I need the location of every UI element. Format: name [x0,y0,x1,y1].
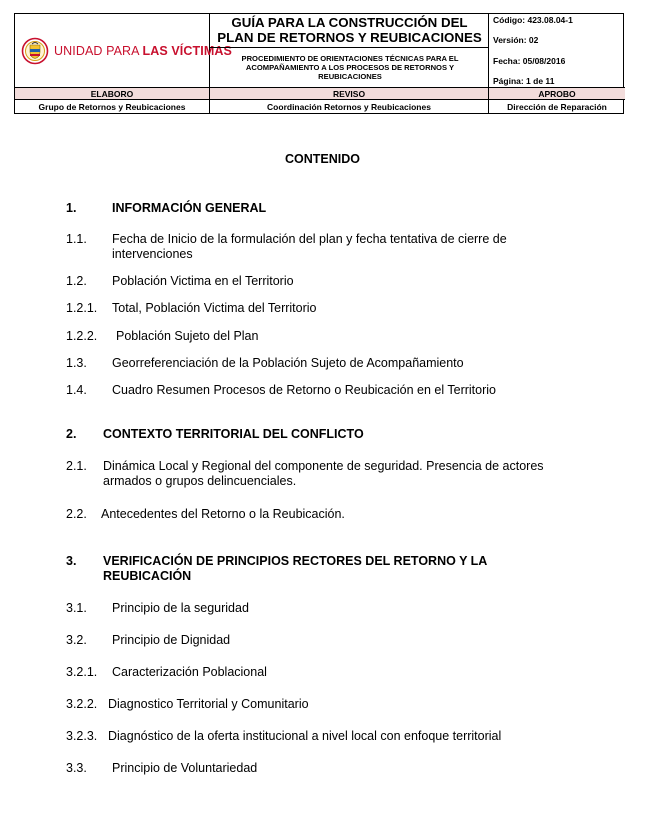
logo-cell [15,14,232,88]
document-title [210,14,489,45]
toc-num-3-2-1: 3.2.1. [66,665,98,679]
toc-text-2-1-line2: armados o grupos delincuenciales. [103,474,297,488]
toc-text-3-2-2: Diagnostico Territorial y Comunitario [108,697,309,711]
subtitle-line-2: ACOMPAÑAMIENTO A LOS PROCESOS DE RETORNOS Y [245,63,455,72]
label-elaboro: ELABORO [15,88,210,99]
toc-text-3-line2: REUBICACIÓN [103,569,192,583]
meta-cell [489,14,625,88]
version-text: Versión: 02 [493,35,539,45]
title-cell [210,14,489,48]
value-aprobo: Dirección de Reparación [507,102,607,112]
subtitle-cell [210,48,489,88]
toc-text-3-2-1: Caracterización Poblacional [112,665,267,679]
logo-wordmark [54,44,232,58]
toc-num-1-2: 1.2. [66,274,87,288]
value-reviso: Coordinación Retornos y Reubicaciones [210,100,489,114]
toc-num-2-1: 2.1. [66,459,87,473]
title-line-2: PLAN DE RETORNOS Y REUBICACIONES [217,30,482,45]
toc-text-2: CONTEXTO TERRITORIAL DEL CONFLICTO [103,427,364,441]
toc-text-1-1-line2: intervenciones [112,247,193,261]
unidad-victimas-logo [21,37,232,65]
toc-text-1-1-line1: Fecha de Inicio de la formulación del plan y fecha tentativa de cierre de [112,232,507,246]
toc-text-1: INFORMACIÓN GENERAL [112,201,267,215]
contents-heading: CONTENIDO [285,152,360,166]
approval-labels-row [15,88,625,100]
toc-num-1-2-1: 1.2.1. [66,301,98,315]
toc-text-2-1 [103,459,563,489]
toc-num-2: 2. [66,427,77,441]
toc-num-1-2-2: 1.2.2. [66,329,98,343]
toc-text-3-2: Principio de Dignidad [112,633,231,647]
fecha-text: Fecha: 05/08/2016 [493,56,566,66]
toc-num-3-2-2: 3.2.2. [66,697,98,711]
toc-text-1-2: Población Victima en el Territorio [112,274,294,288]
toc-text-2-1-line1: Dinámica Local y Regional del componente de seguridad. Presencia de actores [103,459,544,473]
toc-num-1-4: 1.4. [66,383,87,397]
toc-num-3-1: 3.1. [66,601,87,615]
document-subtitle [216,54,484,81]
toc-text-3-2-3: Diagnóstico de la oferta institucional a nivel local con enfoque territorial [108,729,502,743]
title-line-1: GUÍA PARA LA CONSTRUCCIÓN DEL [231,15,468,30]
document-header-table [14,13,624,114]
colombia-coat-of-arms-icon [21,37,49,65]
toc-num-3-3: 3.3. [66,761,87,775]
toc-text-3-1: Principio de la seguridad [112,601,249,615]
toc-num-3: 3. [66,554,77,568]
logo-text-bold: LAS VÍCTIMAS [142,44,232,58]
toc-text-1-2-1: Total, Población Victima del Territorio [112,301,317,315]
toc-text-1-3: Georreferenciación de la Población Sujeto de Acompañamiento [112,356,464,370]
value-elaboro: Grupo de Retornos y Reubicaciones [15,100,210,114]
toc-text-1-2-2: Población Sujeto del Plan [116,329,259,343]
toc-text-3-line1: VERIFICACIÓN DE PRINCIPIOS RECTORES DEL RETORNO Y LA [103,554,488,568]
subtitle-line-3: REUBICACIONES [318,72,382,81]
toc-num-3-2: 3.2. [66,633,87,647]
toc-num-2-2: 2.2. [66,507,87,521]
toc-text-2-2: Antecedentes del Retorno o la Reubicación. [101,507,345,521]
toc-num-1: 1. [66,201,77,215]
toc-num-3-2-3: 3.2.3. [66,729,98,743]
toc-text-3-3: Principio de Voluntariedad [112,761,258,775]
label-aprobo: APROBO [538,89,576,99]
toc-text-3 [103,554,523,584]
toc-num-1-3: 1.3. [66,356,87,370]
pagina-text: Página: 1 de 11 [493,76,555,86]
toc-text-1-1 [112,232,558,262]
toc-text-1-4: Cuadro Resumen Procesos de Retorno o Reubicación en el Territorio [112,383,497,397]
label-reviso: REVISO [210,88,489,99]
toc-num-1-1: 1.1. [66,232,87,246]
codigo-text: Código: 423.08.04-1 [493,15,573,25]
subtitle-line-1: PROCEDIMIENTO DE ORIENTACIONES TÉCNICAS PARA EL [241,54,459,63]
logo-text-regular: UNIDAD PARA [54,44,143,58]
approval-values-row [15,100,625,114]
